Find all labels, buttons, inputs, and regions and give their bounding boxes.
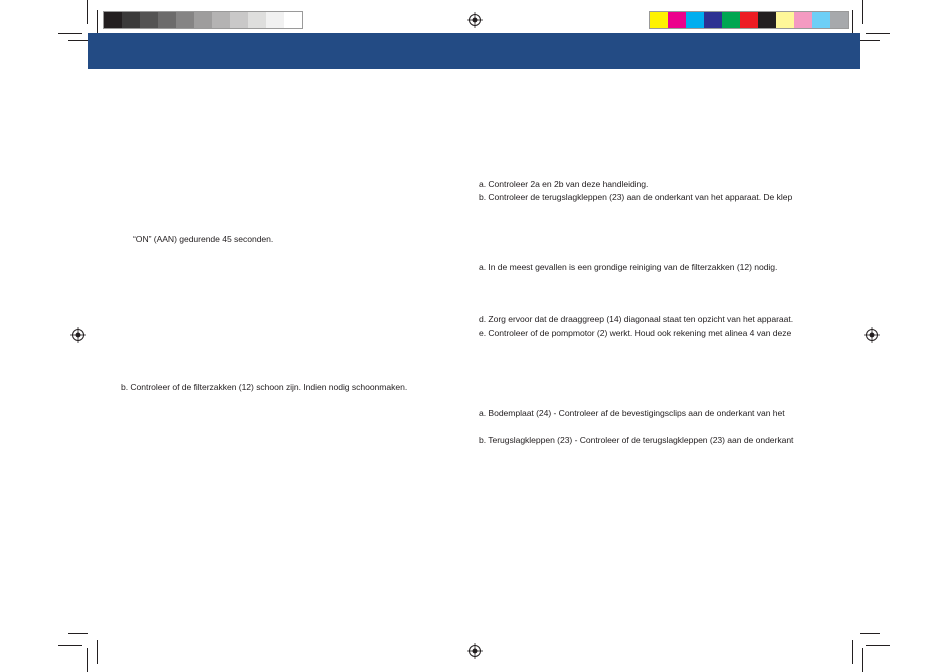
- crop-mark-top-left-v2: [87, 0, 88, 24]
- process-color-bar: [649, 11, 849, 29]
- grayscale-swatch: [284, 12, 302, 28]
- grayscale-swatch: [266, 12, 284, 28]
- grayscale-swatch: [140, 12, 158, 28]
- grayscale-swatch: [122, 12, 140, 28]
- right-text-line-4: d. Zorg ervoor dat de draaggreep (14) diagonaal staat ten opzicht van het apparaat.: [479, 314, 794, 324]
- header-band: [88, 33, 860, 69]
- process-color-swatch: [686, 12, 704, 28]
- left-text-line-2: b. Controleer of de filterzakken (12) schoon zijn. Indien nodig schoonmaken.: [121, 382, 408, 392]
- right-text-line-1: a. Controleer 2a en 2b van deze handleiding.: [479, 179, 649, 189]
- registration-target-icon: [467, 643, 483, 659]
- right-text-line-2: b. Controleer de terugslagkleppen (23) aan de onderkant van het apparaat. De klep: [479, 192, 793, 202]
- right-text-line-6: a. Bodemplaat (24) - Controleer af de bevestigingsclips aan de onderkant van het: [479, 408, 785, 418]
- grayscale-swatch: [176, 12, 194, 28]
- grayscale-swatch: [194, 12, 212, 28]
- left-text-line-1: “ON” (AAN) gedurende 45 seconden.: [133, 234, 274, 244]
- process-color-swatch: [650, 12, 668, 28]
- process-color-swatch: [812, 12, 830, 28]
- grayscale-swatch: [212, 12, 230, 28]
- crop-mark-top-right-h: [866, 33, 890, 34]
- crop-mark-top-left-v: [97, 10, 98, 34]
- registration-target-icon: [467, 12, 483, 28]
- crop-mark-bottom-right-v2: [862, 648, 863, 672]
- crop-mark-bottom-right-v: [852, 640, 853, 664]
- grayscale-swatch: [230, 12, 248, 28]
- registration-target-icon: [864, 327, 880, 343]
- process-color-swatch: [776, 12, 794, 28]
- grayscale-swatch: [248, 12, 266, 28]
- process-color-swatch: [668, 12, 686, 28]
- right-text-line-5: e. Controleer of de pompmotor (2) werkt. Houd ook rekening met alinea 4 van deze: [479, 328, 792, 338]
- crop-mark-top-right-v: [852, 10, 853, 34]
- crop-mark-bottom-left-v: [97, 640, 98, 664]
- grayscale-swatch: [158, 12, 176, 28]
- process-color-swatch: [722, 12, 740, 28]
- crop-mark-bottom-left-h2: [68, 633, 88, 634]
- process-color-swatch: [758, 12, 776, 28]
- grayscale-swatch: [104, 12, 122, 28]
- process-color-swatch: [704, 12, 722, 28]
- crop-mark-top-right-h2: [860, 40, 880, 41]
- crop-mark-bottom-right-h: [866, 645, 890, 646]
- right-text-line-7: b. Terugslagkleppen (23) - Controleer of de terugslagkleppen (23) aan de onderkant: [479, 435, 794, 445]
- crop-mark-bottom-left-h: [58, 645, 82, 646]
- crop-mark-bottom-right-h2: [860, 633, 880, 634]
- registration-target-icon: [70, 327, 86, 343]
- process-color-swatch: [830, 12, 848, 28]
- grayscale-color-bar: [103, 11, 303, 29]
- right-text-line-3: a. In de meest gevallen is een grondige reiniging van de filterzakken (12) nodig.: [479, 262, 778, 272]
- crop-mark-bottom-left-v2: [87, 648, 88, 672]
- crop-mark-top-left-h2: [68, 40, 88, 41]
- process-color-swatch: [740, 12, 758, 28]
- crop-mark-top-left-h: [58, 33, 82, 34]
- crop-mark-top-right-v2: [862, 0, 863, 24]
- process-color-swatch: [794, 12, 812, 28]
